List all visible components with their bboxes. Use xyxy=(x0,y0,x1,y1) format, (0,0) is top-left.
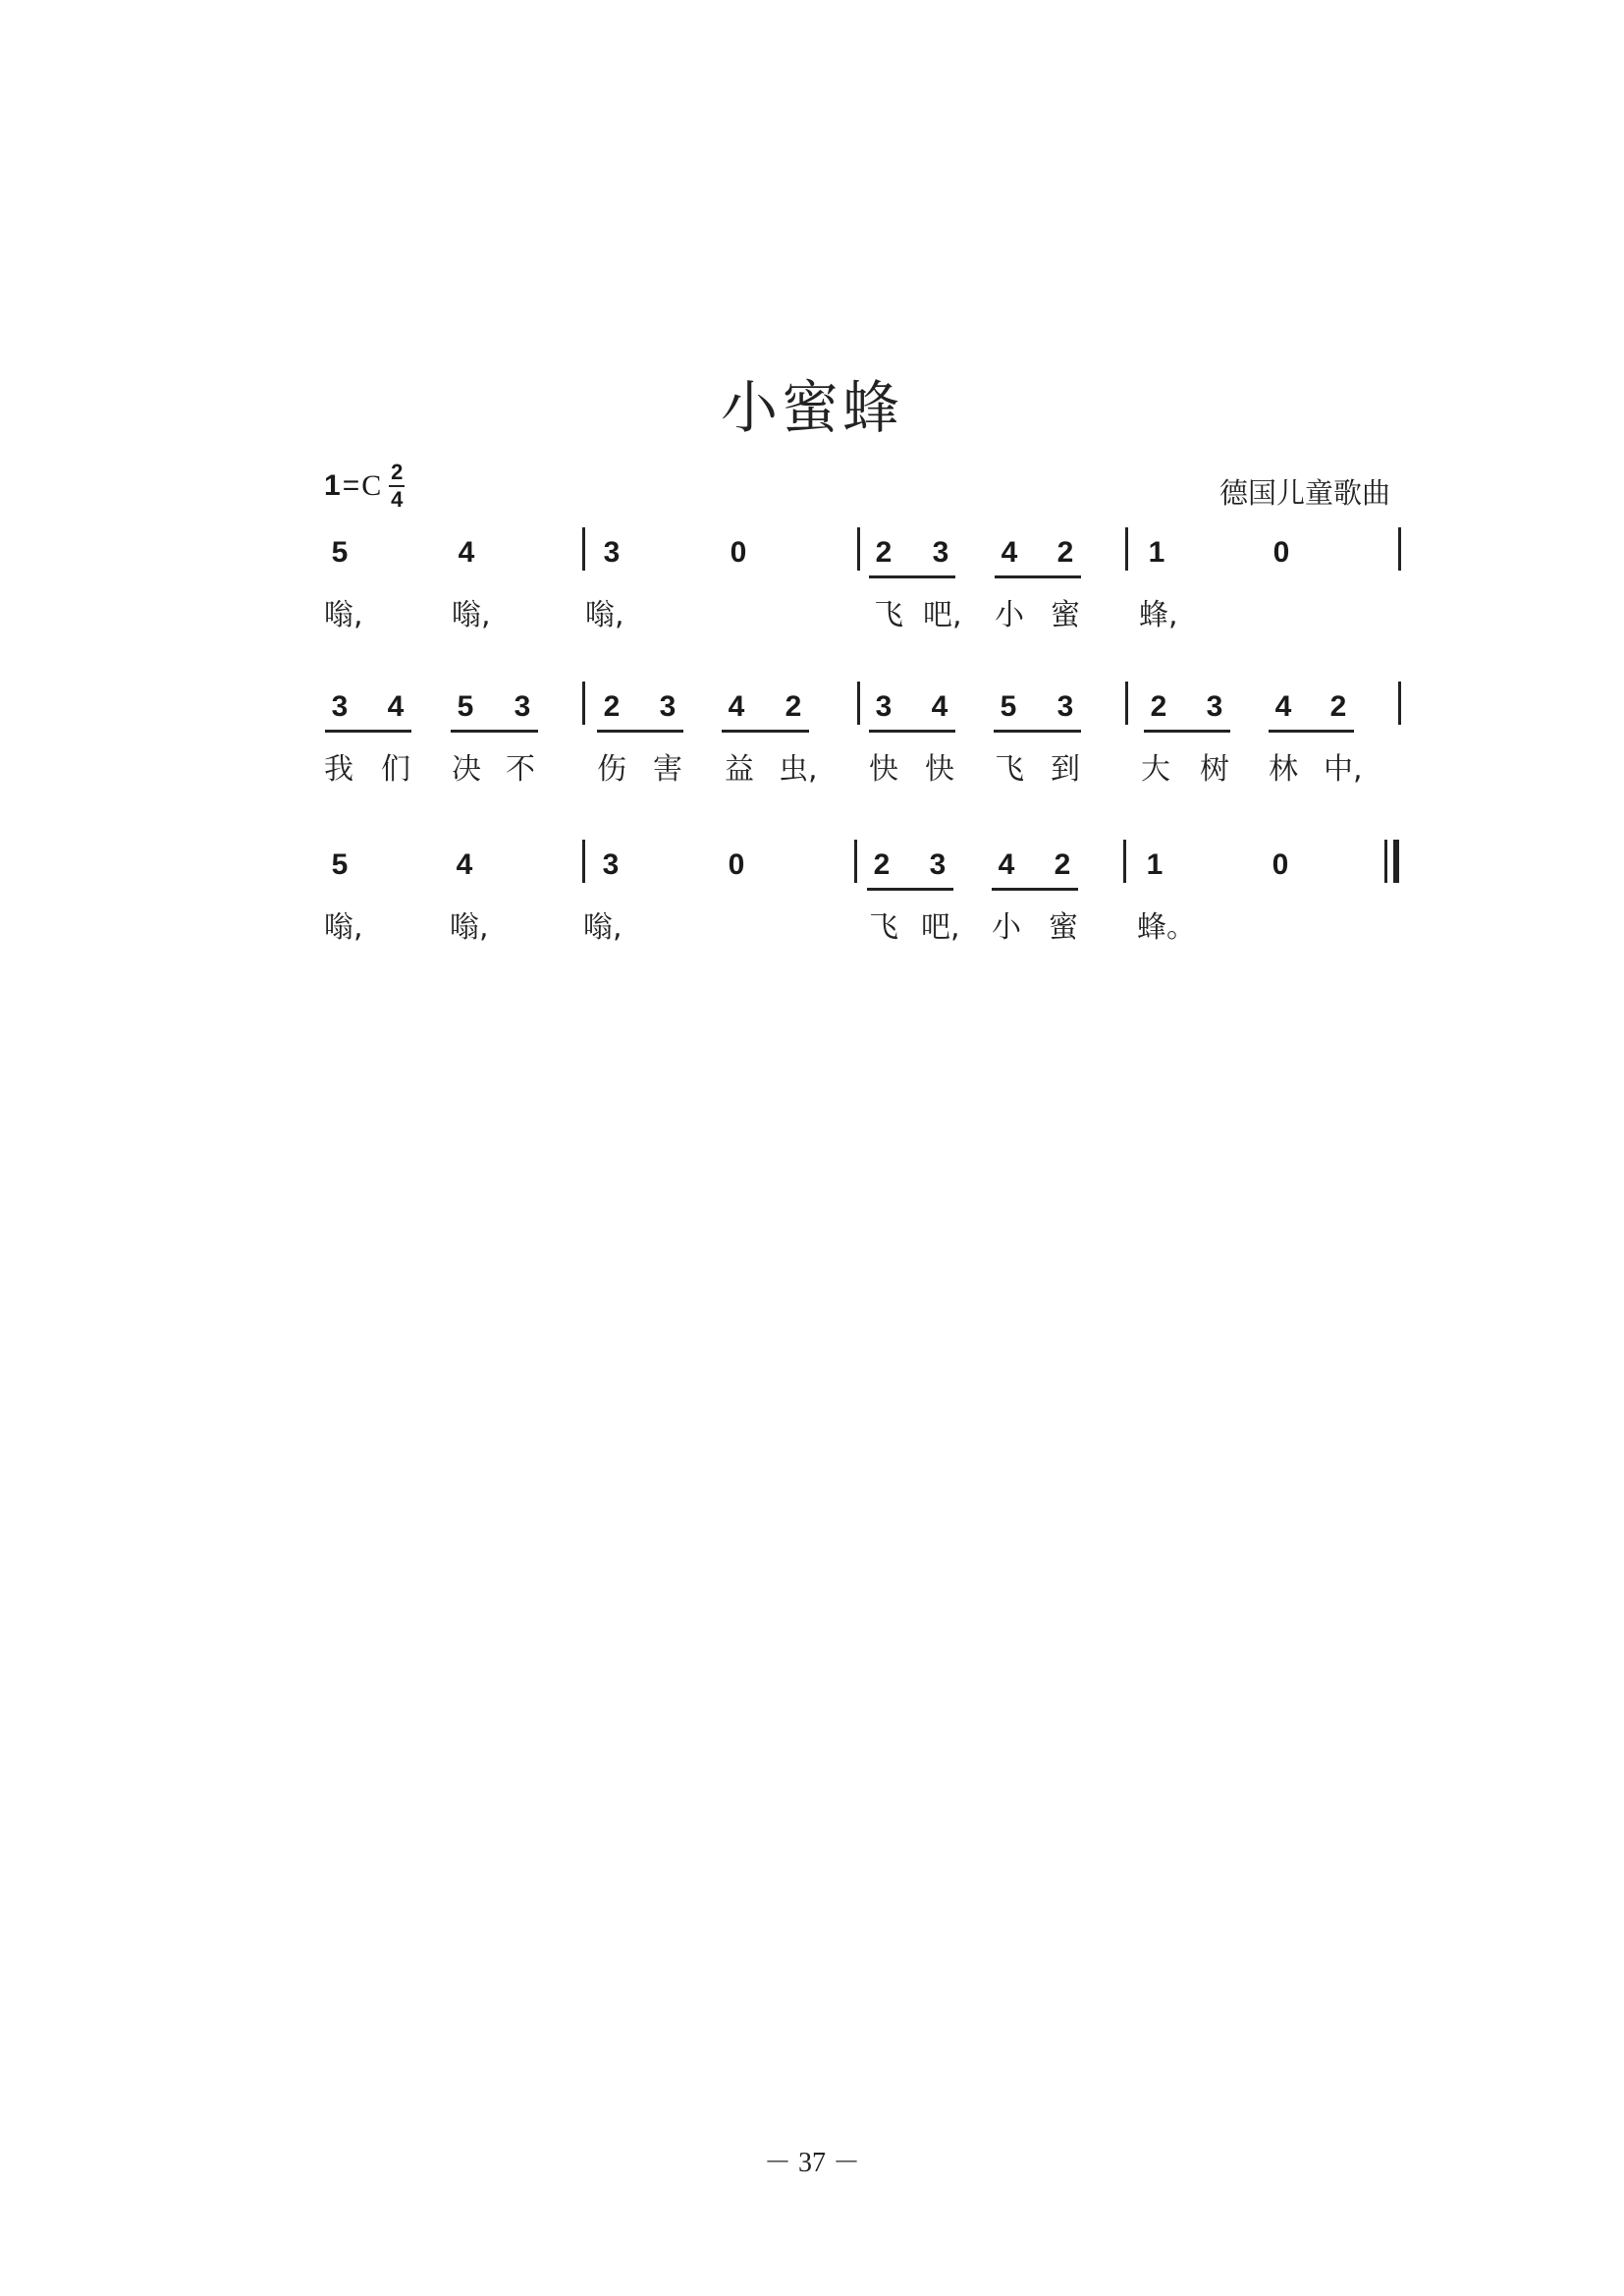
note: 3 xyxy=(932,536,949,569)
note: 0 xyxy=(730,536,747,569)
lyric: 我 xyxy=(324,752,353,787)
bar-line-end xyxy=(1398,527,1401,571)
lyric: 嗡, xyxy=(450,910,489,945)
note: 2 xyxy=(1329,690,1347,723)
beam xyxy=(1144,730,1230,733)
note: 5 xyxy=(331,536,349,569)
note: 5 xyxy=(1000,690,1017,723)
lyric: 虫, xyxy=(779,752,818,787)
note: 2 xyxy=(873,848,891,881)
lyric: 林 xyxy=(1269,752,1298,787)
note: 4 xyxy=(1001,536,1018,569)
note: 2 xyxy=(875,536,893,569)
note: 2 xyxy=(1056,536,1074,569)
lyric: 吧, xyxy=(921,910,960,945)
beam xyxy=(994,730,1081,733)
lyric: 小 xyxy=(995,598,1024,632)
note: 0 xyxy=(1272,536,1290,569)
note: 3 xyxy=(929,848,947,881)
music-system-2 xyxy=(0,670,1624,797)
lyric: 蜂, xyxy=(1139,598,1178,632)
bar-line xyxy=(854,840,857,883)
note: 4 xyxy=(998,848,1015,881)
note: 4 xyxy=(387,690,405,723)
bar-line xyxy=(582,527,585,571)
lyric: 嗡, xyxy=(585,598,624,632)
beam xyxy=(1269,730,1354,733)
lyric: 们 xyxy=(381,752,410,787)
note: 2 xyxy=(1150,690,1167,723)
lyric: 飞 xyxy=(995,752,1024,787)
bar-line xyxy=(1125,527,1128,571)
note: 1 xyxy=(1148,536,1165,569)
beam xyxy=(869,730,955,733)
note: 3 xyxy=(603,536,621,569)
lyric: 伤 xyxy=(597,752,626,787)
key-signature xyxy=(324,462,405,511)
lyric: 嗡, xyxy=(452,598,491,632)
note: 5 xyxy=(331,848,349,881)
lyric: 决 xyxy=(452,752,481,787)
lyric: 不 xyxy=(506,752,535,787)
beam xyxy=(869,575,955,578)
note: 4 xyxy=(456,848,473,881)
note: 3 xyxy=(514,690,531,723)
lyric: 快 xyxy=(925,752,954,787)
note: 4 xyxy=(931,690,948,723)
note: 0 xyxy=(1272,848,1289,881)
lyric: 小 xyxy=(992,910,1021,945)
lyric: 快 xyxy=(869,752,898,787)
music-system-3 xyxy=(0,828,1624,956)
note: 3 xyxy=(1056,690,1074,723)
note: 3 xyxy=(875,690,893,723)
lyric: 嗡, xyxy=(583,910,623,945)
lyric: 大 xyxy=(1141,752,1170,787)
lyric: 到 xyxy=(1051,752,1080,787)
lyric: 蜂。 xyxy=(1137,910,1196,945)
beam xyxy=(992,888,1078,891)
lyric: 蜜 xyxy=(1049,910,1078,945)
lyric: 益 xyxy=(725,752,754,787)
note: 3 xyxy=(331,690,349,723)
bar-line-end xyxy=(1398,682,1401,725)
lyric: 树 xyxy=(1200,752,1229,787)
beam xyxy=(722,730,809,733)
key-letter: C xyxy=(361,469,382,502)
lyric: 中, xyxy=(1324,752,1363,787)
beam xyxy=(451,730,538,733)
bar-line xyxy=(582,682,585,725)
bar-line xyxy=(1125,682,1128,725)
note: 2 xyxy=(785,690,802,723)
lyric: 嗡, xyxy=(324,910,363,945)
song-title: 小蜜蜂 xyxy=(720,374,903,441)
lyric: 吧, xyxy=(923,598,962,632)
bar-line xyxy=(857,527,860,571)
key-equals-sign: = xyxy=(342,469,360,502)
note: 1 xyxy=(1146,848,1164,881)
beam xyxy=(597,730,683,733)
composer-credit: 德国儿童歌曲 xyxy=(1218,476,1390,510)
lyric: 飞 xyxy=(874,598,903,632)
note: 4 xyxy=(1274,690,1292,723)
beam xyxy=(867,888,953,891)
bar-line xyxy=(582,840,585,883)
time-signature-bottom: 4 xyxy=(391,487,404,512)
note: 3 xyxy=(1206,690,1223,723)
music-system-1 xyxy=(0,516,1624,643)
note: 3 xyxy=(659,690,677,723)
page-number: － 37 － xyxy=(763,2148,860,2178)
lyric: 飞 xyxy=(869,910,898,945)
note: 4 xyxy=(728,690,745,723)
beam xyxy=(995,575,1081,578)
beam xyxy=(325,730,411,733)
lyric: 嗡, xyxy=(324,598,363,632)
note: 2 xyxy=(603,690,621,723)
note: 3 xyxy=(602,848,620,881)
note: 4 xyxy=(458,536,475,569)
note: 5 xyxy=(457,690,474,723)
final-bar-line-thick xyxy=(1393,840,1399,883)
lyric: 蜜 xyxy=(1051,598,1080,632)
time-signature-top: 2 xyxy=(391,460,404,484)
time-signature xyxy=(389,462,405,511)
key-tonic-number: 1 xyxy=(324,469,341,502)
note: 0 xyxy=(728,848,745,881)
bar-line xyxy=(1123,840,1126,883)
note: 2 xyxy=(1054,848,1071,881)
final-bar-line-thin xyxy=(1384,840,1387,883)
bar-line xyxy=(857,682,860,725)
lyric: 害 xyxy=(653,752,682,787)
